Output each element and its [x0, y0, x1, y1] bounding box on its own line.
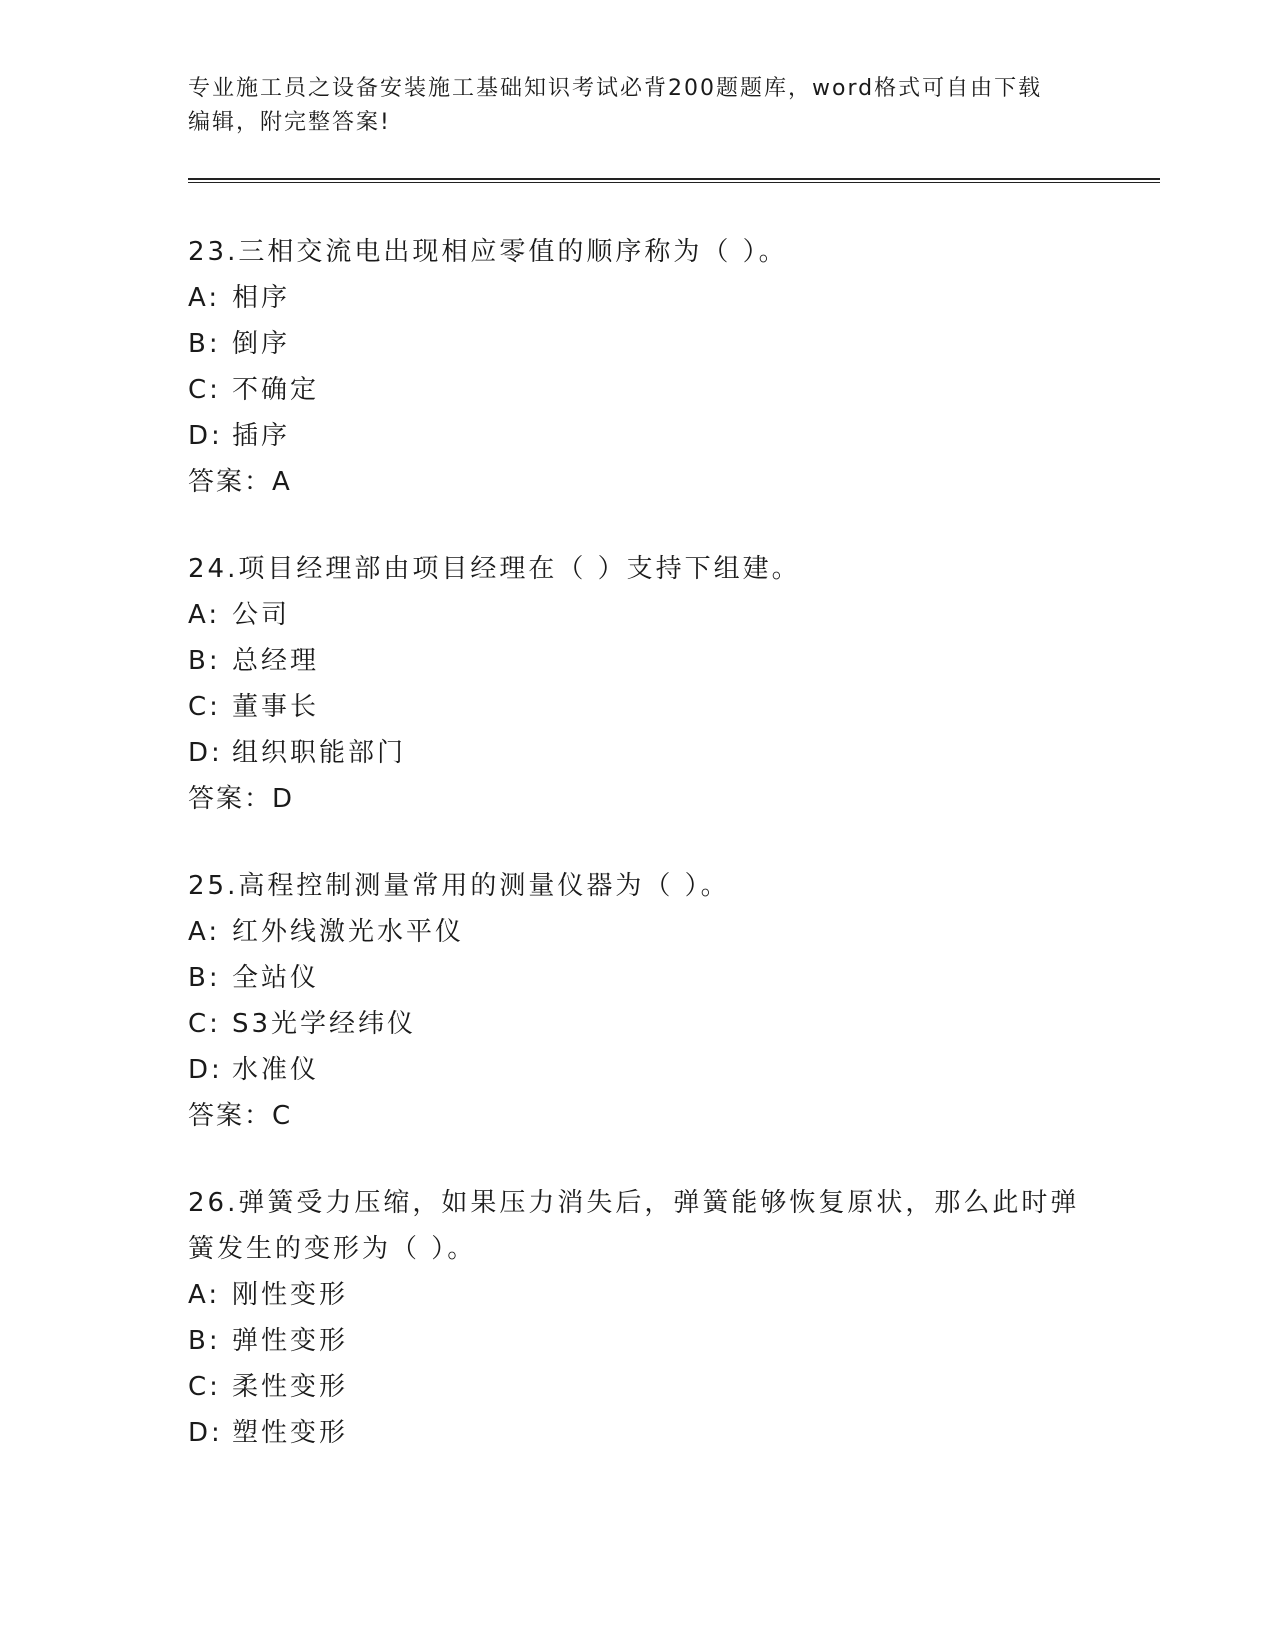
option-text: 公司 — [232, 600, 291, 630]
option-letter: A: — [188, 917, 221, 947]
option-b — [188, 321, 1088, 367]
question-23 — [188, 229, 1088, 505]
option-text: 相序 — [232, 283, 291, 313]
question-stem: 23.三相交流电出现相应零值的顺序称为（ ）。 — [188, 237, 788, 267]
option-letter: B: — [188, 329, 221, 359]
header-title-line-2: 编辑，附完整答案! — [188, 110, 391, 135]
option-a — [188, 592, 1088, 638]
option-text: S3光学经纬仪 — [232, 1009, 417, 1039]
option-letter: C: — [188, 1372, 221, 1402]
option-d — [188, 1410, 1088, 1456]
option-text: 柔性变形 — [232, 1372, 349, 1402]
option-letter: D: — [188, 421, 223, 451]
option-letter: C: — [188, 692, 221, 722]
question-stem: 25.高程控制测量常用的测量仪器为（ ）。 — [188, 871, 730, 901]
option-text: 董事长 — [232, 692, 320, 722]
header-title-line-1: 专业施工员之设备安装施工基础知识考试必背200题题库，word格式可自由下载 — [188, 76, 1043, 101]
option-letter: A: — [188, 600, 221, 630]
option-text: 红外线激光水平仪 — [232, 917, 465, 947]
option-text: 不确定 — [232, 375, 320, 405]
option-a — [188, 275, 1088, 321]
answer-line: 答案：C — [188, 1101, 293, 1131]
option-b — [188, 1318, 1088, 1364]
question-24 — [188, 546, 1088, 822]
option-letter: C: — [188, 375, 221, 405]
option-text: 总经理 — [232, 646, 320, 676]
answer-line: 答案：A — [188, 467, 292, 497]
option-letter: D: — [188, 738, 223, 768]
question-stem: 24.项目经理部由项目经理在（ ）支持下组建。 — [188, 554, 801, 584]
question-26 — [188, 1180, 1088, 1456]
option-letter: B: — [188, 963, 221, 993]
question-25 — [188, 863, 1088, 1139]
option-a — [188, 1272, 1088, 1318]
document-header — [188, 72, 1088, 140]
option-text: 全站仪 — [232, 963, 320, 993]
option-d — [188, 413, 1088, 459]
question-stem-continued: 簧发生的变形为（ ）。 — [188, 1234, 477, 1264]
option-c — [188, 684, 1088, 730]
option-letter: A: — [188, 1280, 221, 1310]
option-letter: D: — [188, 1055, 223, 1085]
option-d — [188, 730, 1088, 776]
option-a — [188, 909, 1088, 955]
option-letter: C: — [188, 1009, 221, 1039]
option-d — [188, 1047, 1088, 1093]
option-text: 刚性变形 — [232, 1280, 349, 1310]
option-b — [188, 955, 1088, 1001]
option-c — [188, 367, 1088, 413]
option-text: 弹性变形 — [232, 1326, 349, 1356]
option-c — [188, 1364, 1088, 1410]
option-letter: A: — [188, 283, 221, 313]
option-letter: D: — [188, 1418, 223, 1448]
option-text: 插序 — [232, 421, 291, 451]
header-divider — [188, 178, 1160, 183]
option-c — [188, 1001, 1088, 1047]
option-text: 组织职能部门 — [232, 738, 407, 768]
option-text: 倒序 — [232, 329, 291, 359]
question-stem: 26.弹簧受力压缩，如果压力消失后，弹簧能够恢复原状，那么此时弹 — [188, 1188, 1080, 1218]
option-letter: B: — [188, 646, 221, 676]
option-b — [188, 638, 1088, 684]
option-letter: B: — [188, 1326, 221, 1356]
option-text: 水准仪 — [232, 1055, 320, 1085]
answer-line: 答案：D — [188, 784, 295, 814]
option-text: 塑性变形 — [232, 1418, 349, 1448]
